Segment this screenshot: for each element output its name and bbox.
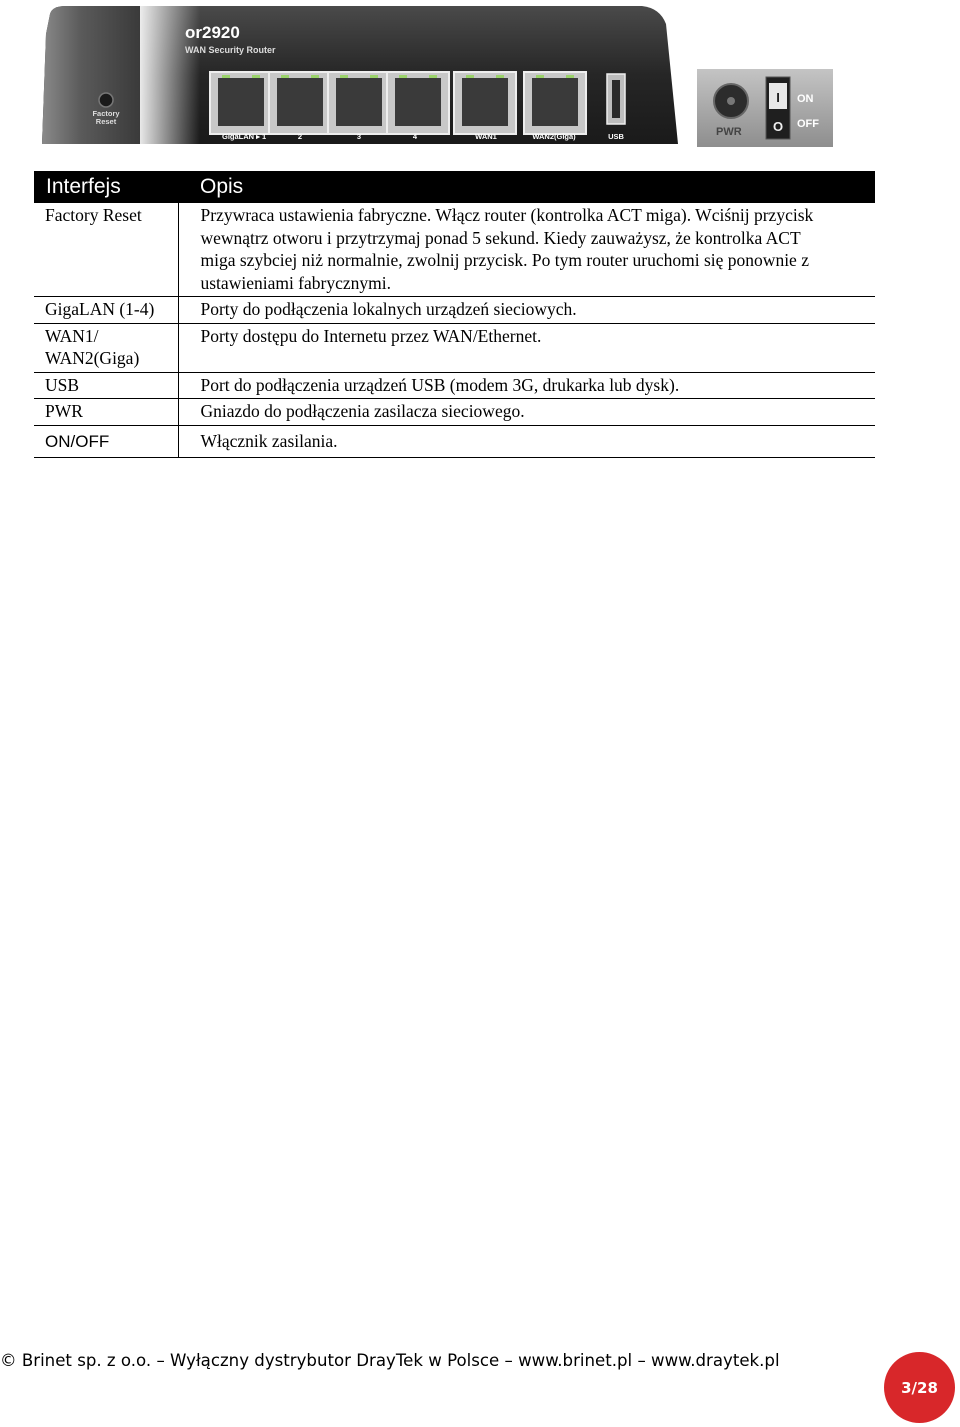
- router-subtitle-text: WAN Security Router: [185, 45, 276, 55]
- footer-text: © Brinet sp. z o.o. – Wyłączny dystrybutor DrayTek w Polsce – www.brinet.pl – www.draytek.pl: [0, 1351, 780, 1370]
- row-description-onoff: Włącznik zasilania.: [178, 425, 875, 458]
- port-label-4: 4: [412, 132, 418, 141]
- row-interface-factory-reset: Factory Reset: [34, 203, 178, 297]
- pwr-label: PWR: [716, 126, 742, 138]
- switch-off-symbol: O: [772, 119, 784, 134]
- table-row: [34, 399, 875, 426]
- switch-on-symbol: I: [776, 90, 780, 105]
- off-label: OFF: [797, 118, 819, 130]
- port-label-usb: USB: [608, 132, 624, 141]
- table-header-row: [34, 171, 875, 203]
- row-interface-pwr: PWR: [34, 399, 178, 426]
- header-description: Opis: [178, 171, 875, 203]
- row-interface-wan: WAN1/ WAN2(Giga): [34, 323, 178, 372]
- row-description-factory-reset: Przywraca ustawienia fabryczne. Włącz router (kontrolka ACT miga). Wciśnij przycisk wewnątrz otworu i przytrzymaj ponad 5 sekund. Kiedy zauważysz, że kontrolka ACT miga szybciej niż normalnie, zwolnij przycisk. Po tym router uruchomi się ponownie z ustawieniami fabrycznymi.: [178, 203, 875, 297]
- table-row: [34, 203, 875, 297]
- interface-table: [34, 171, 875, 458]
- row-interface-usb: USB: [34, 372, 178, 399]
- port-label-3: 3: [356, 132, 362, 141]
- table-row: [34, 425, 875, 458]
- port-label-wan1: WAN1: [475, 132, 497, 141]
- row-description-gigalan: Porty do podłączenia lokalnych urządzeń sieciowych.: [178, 297, 875, 324]
- on-label: ON: [797, 93, 814, 105]
- row-interface-onoff-text: ON/OFF: [45, 431, 110, 451]
- factory-reset-label-1: Factory: [92, 109, 120, 118]
- row-description-pwr: Gniazdo do podłączenia zasilacza sieciowego.: [178, 399, 875, 426]
- router-model-text: or2920: [185, 23, 240, 42]
- row-description-wan: Porty dostępu do Internetu przez WAN/Ethernet.: [178, 323, 875, 372]
- page-number-badge: 3/28: [884, 1352, 955, 1423]
- factory-reset-label-2: Reset: [95, 117, 117, 126]
- table-row: [34, 297, 875, 324]
- table-row: [34, 323, 875, 372]
- port-label-wan2: WAN2(Giga): [532, 132, 576, 141]
- power-panel-image: [697, 69, 833, 147]
- ethernet-ports: [210, 72, 625, 134]
- row-description-usb: Port do podłączenia urządzeń USB (modem 3G, drukarka lub dysk).: [178, 372, 875, 399]
- port-label-gigalan: GigaLAN ▸ 1: [222, 132, 267, 141]
- header-interface: Interfejs: [34, 171, 178, 203]
- table-row: [34, 372, 875, 399]
- router-rear-panel-image: [42, 4, 678, 148]
- port-label-2: 2: [297, 132, 303, 141]
- row-interface-gigalan: GigaLAN (1-4): [34, 297, 178, 324]
- row-interface-onoff: [34, 425, 178, 458]
